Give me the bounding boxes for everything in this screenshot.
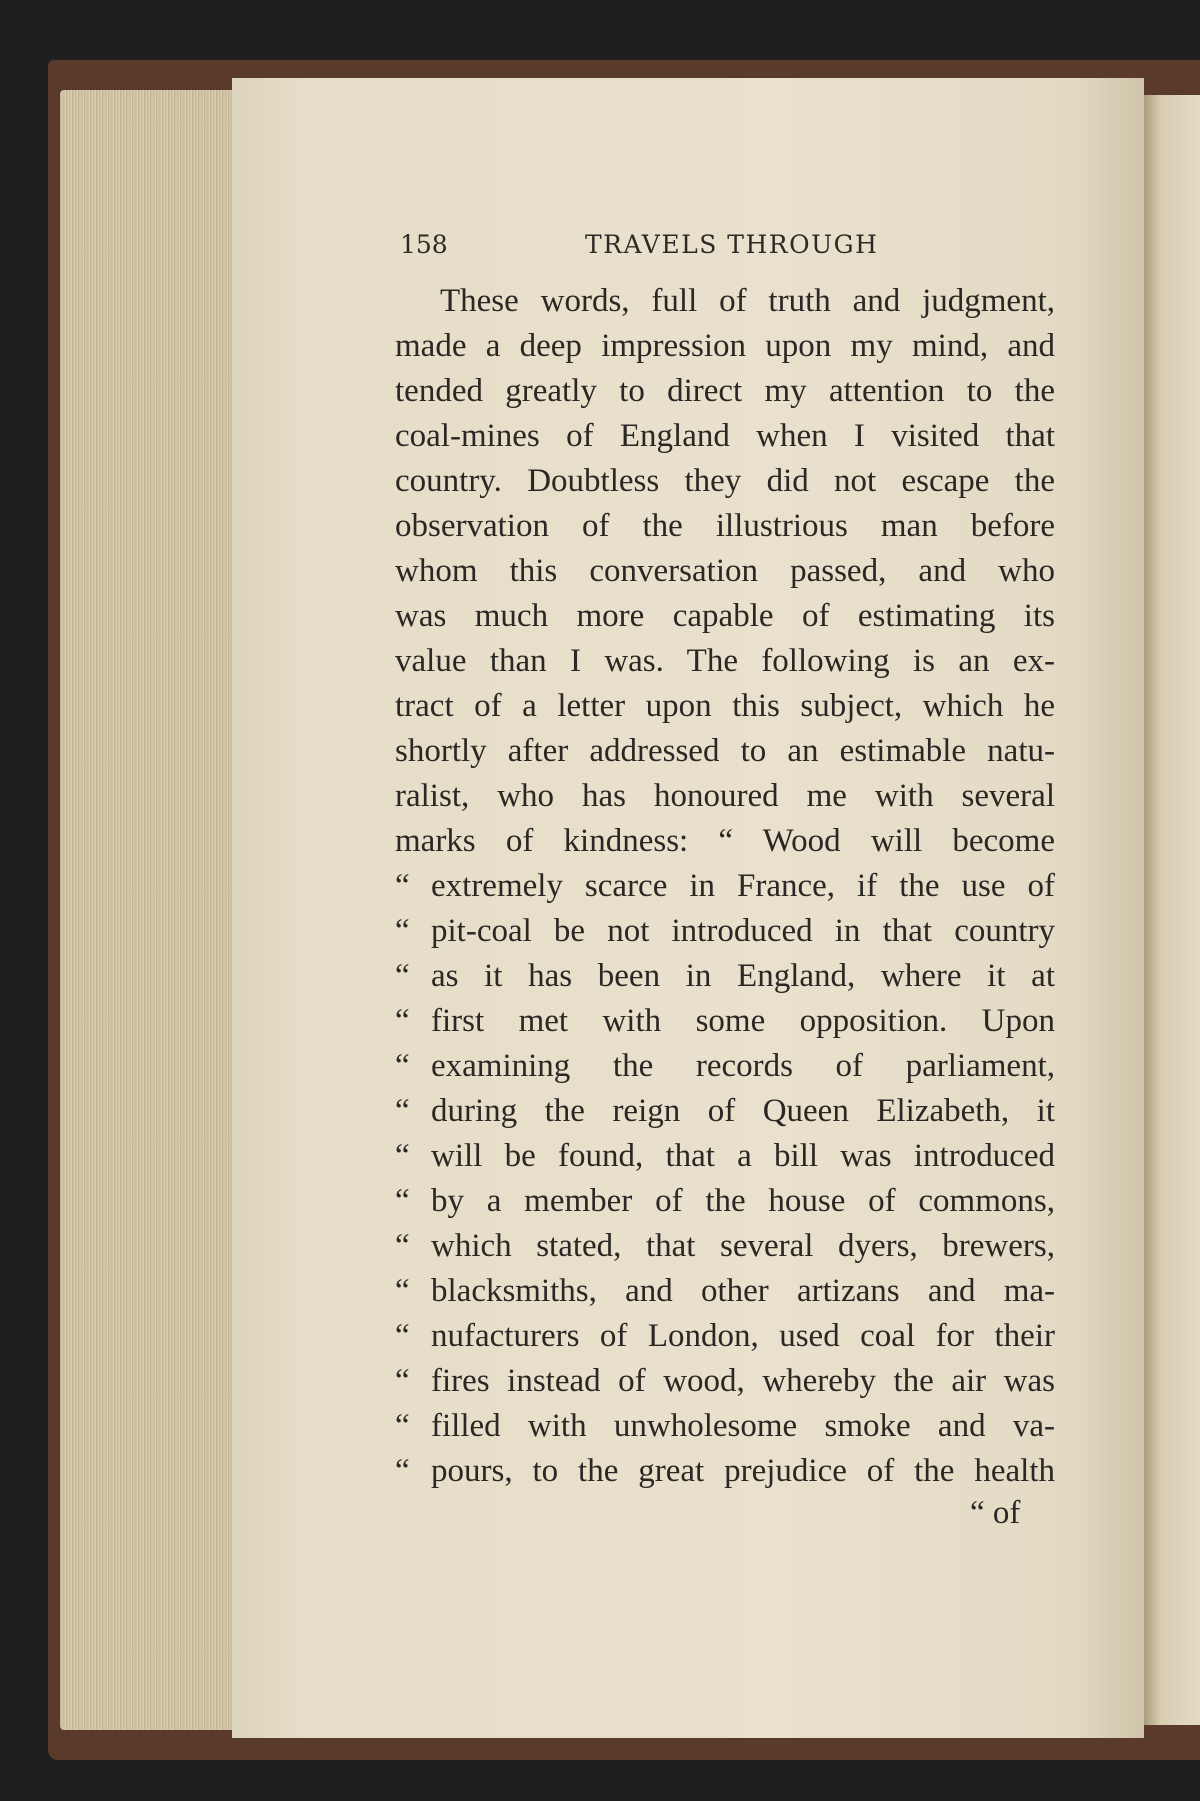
quote-mark: “ bbox=[395, 1228, 410, 1264]
text-line: whom this conversation passed, and who bbox=[395, 553, 1055, 589]
quoted-text: as it has been in England, where it at bbox=[431, 958, 1055, 994]
text-line: was much more capable of estimating its bbox=[395, 598, 1055, 634]
quote-mark: “ bbox=[395, 958, 410, 994]
quoted-line bbox=[395, 864, 1055, 909]
quote-mark: “ bbox=[395, 1273, 410, 1309]
quoted-line bbox=[395, 1134, 1055, 1179]
quoted-line bbox=[395, 909, 1055, 954]
text-line: made a deep impression upon my mind, and bbox=[395, 328, 1055, 364]
text-line: observation of the illustrious man before bbox=[395, 508, 1055, 544]
quoted-text: extremely scarce in France, if the use of bbox=[431, 868, 1055, 904]
quoted-text: nufacturers of London, used coal for their bbox=[431, 1318, 1055, 1354]
quoted-line bbox=[395, 1089, 1055, 1134]
running-head: TRAVELS THROUGH bbox=[585, 230, 879, 259]
quoted-text: fires instead of wood, whereby the air was bbox=[431, 1363, 1055, 1399]
text-line: These words, full of truth and judgment, bbox=[440, 283, 1055, 319]
quote-mark: “ bbox=[395, 1363, 410, 1399]
quote-mark: “ bbox=[395, 1318, 410, 1354]
page-number: 158 bbox=[400, 230, 448, 259]
quote-mark: “ bbox=[395, 1048, 410, 1084]
quote-mark: “ bbox=[395, 868, 410, 904]
quote-mark: “ bbox=[395, 1003, 410, 1039]
text-line: ralist, who has honoured me with several bbox=[395, 778, 1055, 814]
text-line: value than I was. The following is an ex- bbox=[395, 643, 1055, 679]
text-line: coal-mines of England when I visited that bbox=[395, 418, 1055, 454]
catchword: “ of bbox=[970, 1495, 1021, 1531]
quoted-text: pit-coal be not introduced in that country bbox=[431, 913, 1055, 949]
text-line: country. Doubtless they did not escape the bbox=[395, 463, 1055, 499]
quote-mark: “ bbox=[395, 1408, 410, 1444]
quoted-text: will be found, that a bill was introduced bbox=[431, 1138, 1055, 1174]
quoted-line bbox=[395, 1359, 1055, 1404]
quoted-line bbox=[395, 954, 1055, 999]
quoted-text: during the reign of Queen Elizabeth, it bbox=[431, 1093, 1055, 1129]
quoted-text: pours, to the great prejudice of the health bbox=[431, 1453, 1055, 1489]
quote-mark: “ bbox=[395, 1138, 410, 1174]
quoted-text: by a member of the house of commons, bbox=[431, 1183, 1055, 1219]
page-edges bbox=[60, 90, 235, 1730]
quoted-text: filled with unwholesome smoke and va- bbox=[431, 1408, 1055, 1444]
text-line: tended greatly to direct my attention to the bbox=[395, 373, 1055, 409]
quoted-text: blacksmiths, and other artizans and ma- bbox=[431, 1273, 1055, 1309]
quoted-text: first met with some opposition. Upon bbox=[431, 1003, 1055, 1039]
text-line: shortly after addressed to an estimable natu- bbox=[395, 733, 1055, 769]
quoted-line bbox=[395, 1269, 1055, 1314]
quote-mark: “ bbox=[395, 1453, 410, 1489]
quoted-line bbox=[395, 1449, 1055, 1494]
quoted-line bbox=[395, 999, 1055, 1044]
quoted-line bbox=[395, 1224, 1055, 1269]
body-text bbox=[395, 279, 1055, 1494]
quote-mark: “ bbox=[395, 1183, 410, 1219]
quoted-line bbox=[395, 1404, 1055, 1449]
quoted-line bbox=[395, 1179, 1055, 1224]
quoted-text: examining the records of parliament, bbox=[431, 1048, 1055, 1084]
text-line: marks of kindness: “ Wood will become bbox=[395, 823, 1055, 859]
quoted-text: which stated, that several dyers, brewers, bbox=[431, 1228, 1055, 1264]
quote-mark: “ bbox=[395, 1093, 410, 1129]
text-line: tract of a letter upon this subject, which he bbox=[395, 688, 1055, 724]
quoted-line bbox=[395, 1314, 1055, 1359]
page-header bbox=[400, 230, 1060, 270]
facing-page-edge bbox=[1144, 95, 1200, 1725]
quote-mark: “ bbox=[395, 913, 410, 949]
quoted-line bbox=[395, 1044, 1055, 1089]
